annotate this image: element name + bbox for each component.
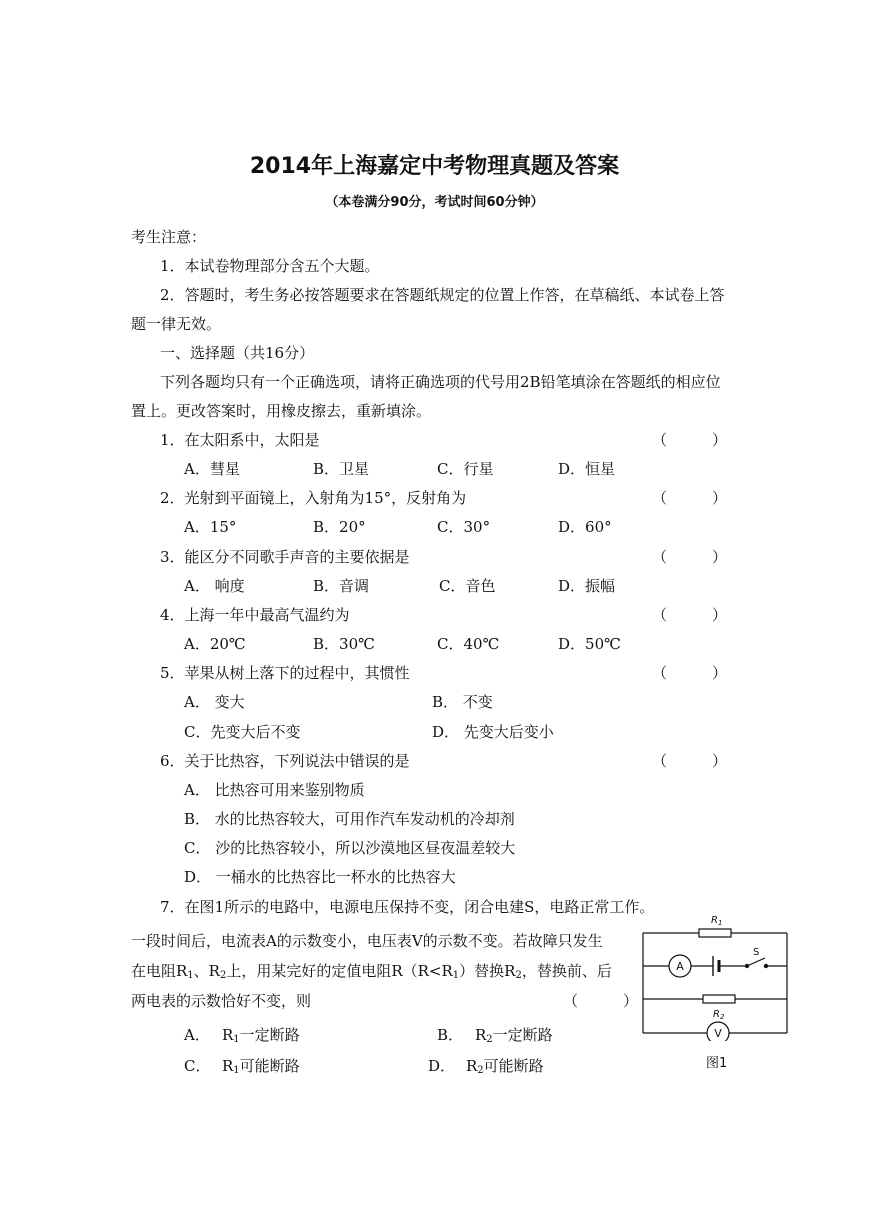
- notice-item-2-line1: 2．答题时，考生务必按答题要求在答题纸规定的位置上作答，在草稿纸、本试卷上答: [160, 286, 725, 304]
- question-2-answer-blank: （ ）: [652, 489, 728, 507]
- switch-icon: [745, 958, 767, 968]
- question-7-line2: 一段时间后，电流表A的示数变小，电压表V的示数不变。若故障只发生: [131, 932, 603, 950]
- option-r: R: [466, 1057, 478, 1075]
- notice-item-2-line2: 题一律无效。: [131, 315, 222, 333]
- question-7-option-c: [184, 1056, 300, 1081]
- svg-text:R1: [711, 915, 722, 927]
- question-6-option-c: C． 沙的比热容较小，所以沙漠地区昼夜温差较大: [184, 839, 516, 857]
- svg-text:R2: [713, 1009, 725, 1021]
- question-1-stem: 1．在太阳系中，太阳是: [160, 431, 320, 449]
- notice-item-1: 1．本试卷物理部分含五个大题。: [160, 257, 380, 275]
- question-3-option-d: D．振幅: [558, 577, 616, 595]
- question-6-stem: 6．关于比热容，下列说法中错误的是: [160, 752, 410, 770]
- q7-text: ）替换R: [459, 962, 516, 980]
- question-1-option-a: A．彗星: [184, 460, 240, 478]
- option-text: 可能断路: [239, 1057, 300, 1075]
- option-text: 可能断路: [483, 1057, 544, 1075]
- page-title: 2014年上海嘉定中考物理真题及答案: [249, 154, 620, 179]
- question-2-stem: 2．光射到平面镜上，入射角为15°，反射角为: [160, 489, 467, 507]
- question-3-option-a: A． 响度: [184, 577, 245, 595]
- option-r: R: [222, 1057, 234, 1075]
- question-7-option-b: [437, 1025, 553, 1050]
- question-7-answer-blank: （ ）: [563, 992, 639, 1010]
- question-5-option-d: D． 先变大后变小: [432, 723, 554, 741]
- question-5-option-c: C．先变大后不变: [184, 723, 301, 741]
- q7-text: ，替换前、后: [521, 962, 612, 980]
- r1-sub: 1: [717, 919, 723, 927]
- switch-label: S: [753, 947, 760, 958]
- option-sub: 2: [477, 1065, 484, 1076]
- question-3-stem: 3．能区分不同歌手声音的主要依据是: [160, 548, 410, 566]
- notice-heading: 考生注意：: [131, 228, 207, 246]
- question-1-answer-blank: （ ）: [652, 431, 728, 449]
- q7-sub: 1: [187, 970, 194, 981]
- option-sub: 1: [233, 1034, 240, 1045]
- q7-sub: 2: [219, 970, 227, 981]
- figure-caption: 图1: [706, 1056, 728, 1071]
- question-6-option-a: A． 比热容可用来鉴别物质: [184, 781, 365, 799]
- option-r: R: [222, 1026, 234, 1044]
- question-6-option-d: D． 一桶水的比热容比一杯水的比热容大: [184, 868, 456, 886]
- question-4-option-d: D．50℃: [558, 635, 621, 653]
- question-1-option-b: B．卫星: [313, 460, 370, 478]
- question-2-option-a: A．15°: [184, 518, 237, 536]
- question-7-line1: 7．在图1所示的电路中，电源电压保持不变，闭合电建S，电路正常工作。: [160, 898, 655, 916]
- r2-sub: 2: [719, 1013, 725, 1021]
- resistor-r1: [699, 929, 731, 937]
- question-6-option-b: B． 水的比热容较大，可用作汽车发动机的冷却剂: [184, 810, 515, 828]
- resistor-r2: [703, 995, 735, 1003]
- option-r: R: [475, 1026, 487, 1044]
- page-subtitle: （本卷满分90分，考试时间60分钟）: [325, 195, 544, 210]
- q7-text: 、R: [193, 962, 220, 980]
- q7-sub: 1: [452, 970, 460, 981]
- circuit-diagram: [639, 909, 791, 1041]
- question-1-option-c: C．行星: [437, 460, 494, 478]
- question-4-option-b: B．30℃: [313, 635, 375, 653]
- section-instructions-line2: 置上。更改答案时，用橡皮擦去，重新填涂。: [131, 402, 432, 420]
- question-4-option-c: C．40℃: [437, 635, 500, 653]
- question-7-option-a: [184, 1025, 300, 1050]
- question-5-answer-blank: （ ）: [652, 664, 728, 682]
- q7-sub: 2: [515, 970, 522, 981]
- question-7-option-d: [428, 1056, 544, 1081]
- voltmeter-label: V: [714, 1027, 722, 1040]
- section-heading: 一、选择题（共16分）: [160, 344, 315, 362]
- r1-label: R: [711, 915, 718, 926]
- option-sub: 2: [486, 1034, 493, 1045]
- question-4-stem: 4．上海一年中最高气温约为: [160, 606, 350, 624]
- question-3-answer-blank: （ ）: [652, 548, 728, 566]
- option-sub: 1: [233, 1065, 240, 1076]
- question-1-option-d: D．恒星: [558, 460, 616, 478]
- question-2-option-d: D．60°: [558, 518, 612, 536]
- question-7-line4: 两电表的示数恰好不变，则: [131, 992, 312, 1010]
- option-letter: C．: [184, 1057, 211, 1075]
- section-instructions-line1: 下列各题均只有一个正确选项，请将正确选项的代号用2B铅笔填涂在答题纸的相应位: [160, 373, 721, 391]
- q7-text: 在电阻R: [131, 962, 188, 980]
- question-2-option-b: B．20°: [313, 518, 366, 536]
- question-3-option-c: C．音色: [439, 577, 496, 595]
- battery-icon: [713, 956, 719, 976]
- option-text: 一定断路: [239, 1026, 300, 1044]
- question-2-option-c: C．30°: [437, 518, 491, 536]
- question-5-option-a: A． 变大: [184, 693, 245, 711]
- question-6-answer-blank: （ ）: [652, 752, 728, 770]
- option-text: 一定断路: [492, 1026, 553, 1044]
- option-letter: A．: [184, 1026, 210, 1044]
- question-4-answer-blank: （ ）: [652, 606, 728, 624]
- question-4-option-a: A．20℃: [184, 635, 246, 653]
- ammeter-label: A: [676, 960, 684, 973]
- option-letter: B．: [437, 1026, 464, 1044]
- question-5-stem: 5．苹果从树上落下的过程中，其惯性: [160, 664, 410, 682]
- q7-text: 上，用某完好的定值电阻R（R<R: [226, 962, 453, 980]
- question-3-option-b: B．音调: [313, 577, 370, 595]
- question-7-line3: [131, 961, 612, 986]
- r2-label: R: [713, 1009, 720, 1020]
- option-letter: D．: [428, 1057, 456, 1075]
- question-5-option-b: B． 不变: [432, 693, 493, 711]
